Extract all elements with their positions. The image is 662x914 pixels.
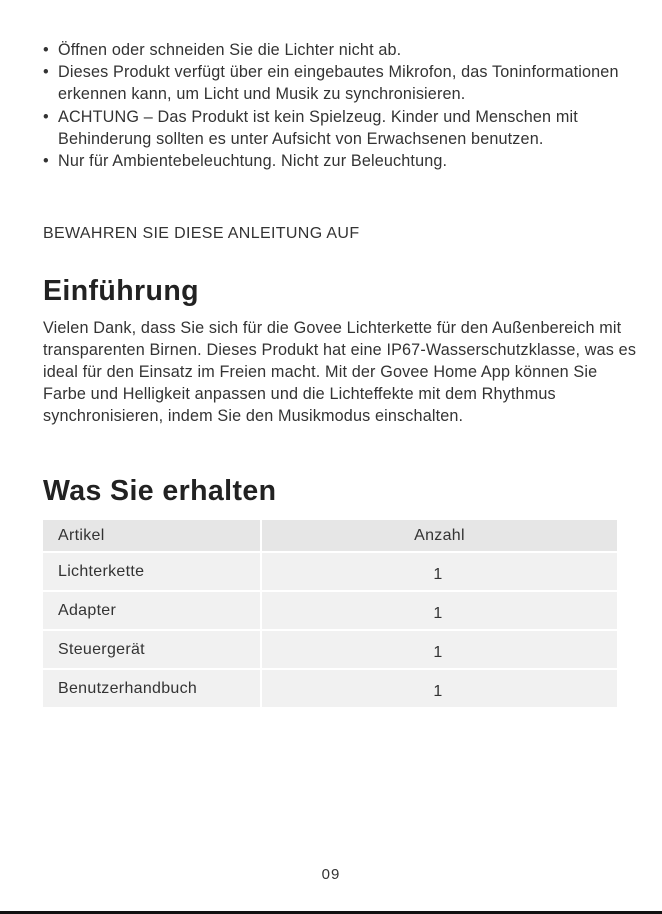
item-quantity: 1 — [261, 591, 617, 630]
table-row — [43, 669, 617, 708]
item-name: Benutzerhandbuch — [43, 669, 261, 708]
item-name: Steuergerät — [43, 630, 261, 669]
table-row — [43, 552, 617, 591]
safety-bullet: • ACHTUNG – Das Produkt ist kein Spielzeug. Kinder und Menschen mit Behinderung sollten es unter Aufsicht von Erwachsenen benutzen. — [43, 106, 628, 150]
safety-bullet: • Öffnen oder schneiden Sie die Lichter nicht ab. — [43, 39, 628, 61]
contents-heading: Was Sie erhalten — [43, 475, 277, 507]
item-quantity: 1 — [261, 552, 617, 591]
safety-bullet: • Nur für Ambientebeleuchtung. Nicht zur Beleuchtung. — [43, 150, 628, 172]
table-row — [43, 630, 617, 669]
intro-heading: Einführung — [43, 275, 199, 307]
item-name: Lichterkette — [43, 552, 261, 591]
contents-table — [43, 520, 617, 709]
keep-instructions-notice: BEWAHREN SIE DIESE ANLEITUNG AUF — [43, 225, 360, 242]
page-number: 09 — [321, 866, 341, 883]
item-name: Adapter — [43, 591, 261, 630]
item-quantity: 1 — [261, 669, 617, 708]
table-header-row — [43, 520, 617, 552]
intro-paragraph: Vielen Dank, dass Sie sich für die Govee Lichterkette für den Außenbereich mit transparenten Birnen. Dieses Produkt hat eine IP67-Wasserschutzklasse, was es ideal für den Einsatz im Freien macht. Mit der Govee Home App können Sie Farbe und Helligkeit anpassen und die Lichteffekte mit dem Rhythmus synchronisieren, indem Sie den Musikmodus einschalten. — [43, 319, 637, 426]
column-header-item: Artikel — [43, 520, 261, 552]
item-quantity: 1 — [261, 630, 617, 669]
column-header-quantity: Anzahl — [261, 520, 617, 552]
table-row — [43, 591, 617, 630]
safety-bullet-list — [43, 39, 628, 172]
safety-bullet: • Dieses Produkt verfügt über ein eingebautes Mikrofon, das Toninformationen erkennen kann, um Licht und Musik zu synchronisieren. — [43, 61, 628, 105]
